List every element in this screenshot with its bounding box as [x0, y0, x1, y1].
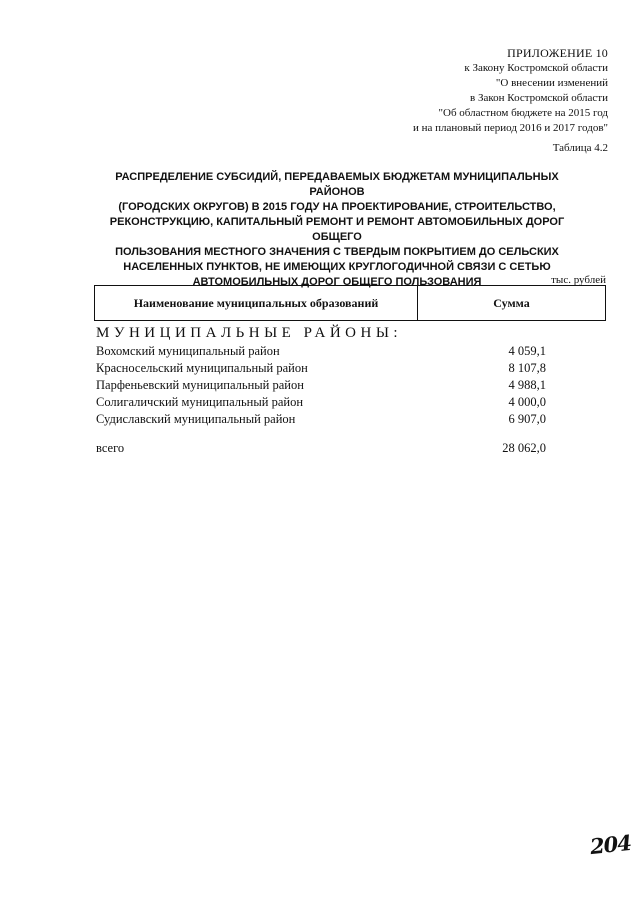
column-header-name: Наименование муниципальных образований: [95, 286, 418, 320]
total-row: [96, 441, 546, 456]
table-row: [96, 377, 546, 394]
appendix-line: и на плановый период 2016 и 2017 годов": [412, 122, 608, 134]
appendix-block: [413, 46, 608, 136]
title-line: АВТОМОБИЛЬНЫХ ДОРОГ ОБЩЕГО ПОЛЬЗОВАНИЯ: [192, 276, 482, 288]
district-name: Солигаличский муниципальный район: [96, 395, 304, 409]
title-line: НАСЕЛЕННЫХ ПУНКТОВ, НЕ ИМЕЮЩИХ КРУГЛОГОДИЧНОЙ СВЯЗИ С СЕТЬЮ: [123, 261, 551, 273]
total-amount: 28 062,0: [502, 441, 546, 455]
total-label: всего: [96, 441, 125, 455]
district-name: Вохомский муниципальный район: [96, 344, 280, 358]
table-row: [96, 394, 546, 411]
district-amount: 8 107,8: [508, 361, 546, 375]
handwritten-page-number: 204: [588, 829, 633, 860]
table-body: [96, 343, 546, 428]
title-line: (ГОРОДСКИХ ОКРУГОВ) В 2015 ГОДУ НА ПРОЕКТИРОВАНИЕ, СТРОИТЕЛЬСТВО,: [118, 201, 556, 213]
appendix-line: к Закону Костромской области: [464, 62, 608, 74]
district-amount: 6 907,0: [508, 412, 546, 426]
appendix-line: "О внесении изменений: [495, 77, 608, 89]
district-name: Парфеньевский муниципальный район: [96, 378, 304, 392]
appendix-line: "Об областном бюджете на 2015 год: [438, 107, 608, 119]
table-number: Таблица 4.2: [552, 142, 608, 154]
district-amount: 4 000,0: [508, 395, 546, 409]
title-line: РЕКОНСТРУКЦИЮ, КАПИТАЛЬНЫЙ РЕМОНТ И РЕМОНТ АВТОМОБИЛЬНЫХ ДОРОГ ОБЩЕГО: [109, 216, 565, 243]
table-header: [94, 285, 606, 321]
appendix-title: ПРИЛОЖЕНИЕ 10: [507, 46, 608, 60]
section-heading: МУНИЦИПАЛЬНЫЕ РАЙОНЫ:: [96, 325, 403, 341]
document-title: [92, 170, 582, 290]
title-line: РАСПРЕДЕЛЕНИЕ СУБСИДИЙ, ПЕРЕДАВАЕМЫХ БЮДЖЕТАМ МУНИЦИПАЛЬНЫХ РАЙОНОВ: [115, 171, 559, 198]
table-row: [96, 360, 546, 377]
title-line: ПОЛЬЗОВАНИЯ МЕСТНОГО ЗНАЧЕНИЯ С ТВЕРДЫМ ПОКРЫТИЕМ ДО СЕЛЬСКИХ: [115, 246, 559, 258]
district-amount: 4 059,1: [508, 344, 546, 358]
district-name: Судиславский муниципальный район: [96, 412, 296, 426]
table-row: [96, 411, 546, 428]
appendix-line: в Закон Костромской области: [470, 92, 608, 104]
district-name: Красносельский муниципальный район: [96, 361, 308, 375]
units-label: тыс. рублей: [551, 274, 606, 286]
column-header-sum: Сумма: [493, 295, 530, 310]
district-amount: 4 988,1: [508, 378, 546, 392]
table-row: [96, 343, 546, 360]
